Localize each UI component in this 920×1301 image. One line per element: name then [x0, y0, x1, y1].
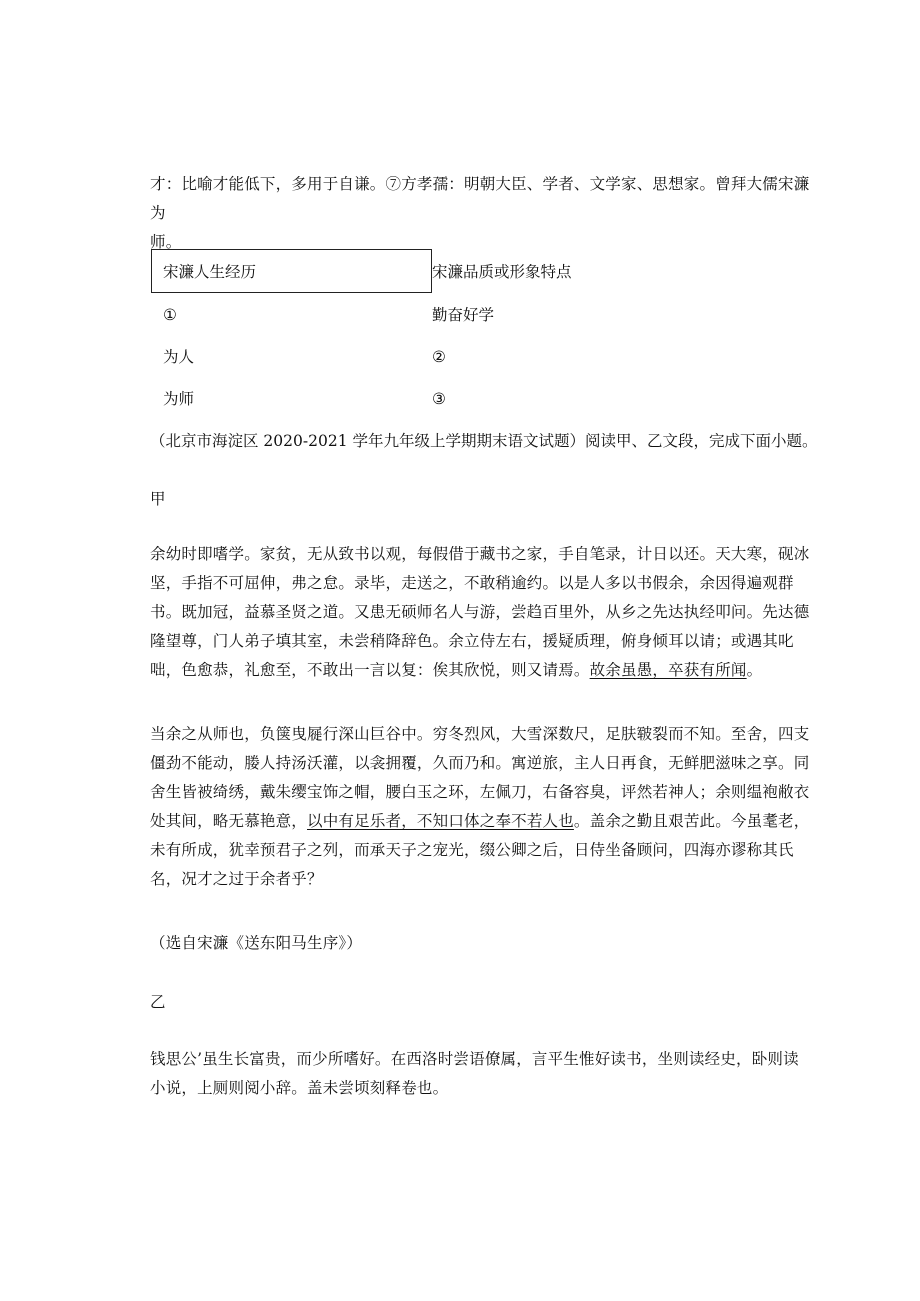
- passage-yi-paragraph-1: 钱思公’虽生长富贵，而少所嗜好。在西洛时尝语僚属，言平生惟好读书，坐则读经史，卧则读小说，上厕则阅小辞。盖未尝顷刻释卷也。: [150, 1050, 799, 1097]
- table-row-1-experience: ①: [163, 306, 177, 324]
- question-intro: （北京市海淀区 2020-2021 学年九年级上学期期末语文试题）阅读甲、乙文段，完成下面小题。: [150, 432, 818, 450]
- table-header-experience: 宋濂人生经历: [163, 263, 257, 281]
- passage-jia-paragraph-2: [150, 720, 810, 894]
- passage-jia-label: 甲: [150, 490, 166, 508]
- intro-note-line2: 师。: [150, 233, 182, 251]
- intro-note-line1: 才：比喻才能低下，多用于自谦。⑦方孝孺：明朝大臣、学者、文学家、思想家。曾拜大儒宋濂为: [150, 175, 810, 222]
- passage-jia-paragraph-1: [150, 540, 810, 685]
- table-row-2-experience: 为人: [163, 348, 195, 366]
- table-row-3-experience: 为师: [163, 390, 195, 408]
- passage-jia-p2-underlined: 以中有足乐者，不知口体之奉不若人也: [307, 812, 574, 830]
- table-row-2-quality: ②: [432, 348, 446, 366]
- passage-jia-source: （选自宋濂《送东阳马生序》）: [150, 934, 363, 952]
- table-row-3-quality: ③: [432, 390, 446, 408]
- intro-note: [150, 170, 810, 257]
- passage-jia-p1-end: 。: [746, 661, 763, 679]
- passage-yi-label: 乙: [150, 993, 166, 1011]
- table-header-quality: 宋濂品质或形象特点: [432, 263, 572, 281]
- passage-jia-p2-text-after: 。盖余之勤且艰苦此。今虽耄老，未有所成，犹幸预君子之列，而承天子之宠光，缀公卿之后，日侍坐备顾问，四海亦谬称其氏名，况才之过于余者乎？: [150, 812, 810, 888]
- passage-jia-p1-text: 余幼时即嗜学。家贫，无从致书以观，每假借于藏书之家，手自笔录，计日以还。天大寒，砚冰坚，手指不可屈伸，弗之怠。录毕，走送之，不敢稍逾约。以是人多以书假余，余因得遍观群书。既加冠，益慕圣贤之道。又患无硕师名人与游，尝趋百里外，从乡之先达执经叩问。先达德隆望尊，门人弟子填其室，未尝稍降辞色。余立侍左右，援疑质理，俯身倾耳以请；或遇其叱咄，色愈恭，礼愈至，不敢出一言以复：俟其欣悦，则又请焉。: [150, 545, 810, 679]
- passage-jia-p2-text-before: 当余之从师也，负箧曳屣行深山巨谷中。穷冬烈风，大雪深数尺，足肤皲裂而不知。至舍，四支僵劲不能动，媵人持汤沃灌，以衾拥覆，久而乃和。寓逆旅，主人日再食，无鲜肥滋味之享。同舍生皆被绮绣，戴朱缨宝饰之帽，腰白玉之环，左佩刀，右备容臭，评然若神人；余则缊袍敝衣处其间，略无慕艳意，: [150, 725, 810, 830]
- passage-jia-p1-underlined: 故余虽愚，卒获有所闻: [589, 661, 747, 679]
- table-row-1-quality: 勤奋好学: [432, 306, 495, 324]
